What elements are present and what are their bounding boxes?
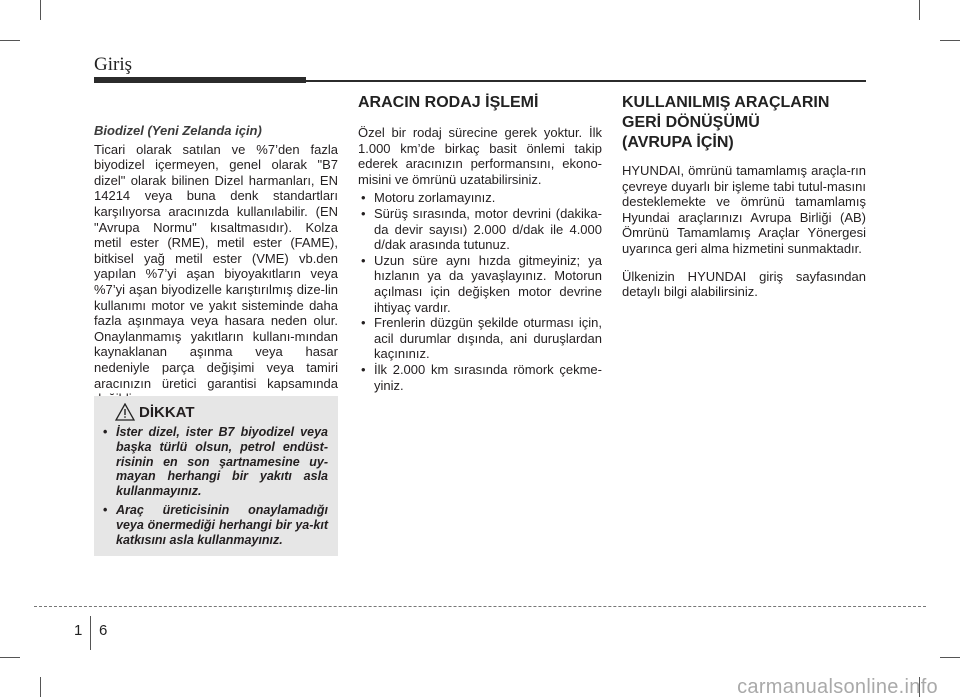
list-item: • Uzun süre aynı hızda gitmeyiniz; ya hızlanın ya da yavaşlayınız. Motorun açılması için değişken motor devrine ihtiyaç vardır. (358, 253, 602, 315)
biodiesel-heading: Biodizel (Yeni Zelanda için) (94, 123, 262, 138)
caution-header (115, 403, 195, 421)
caution-title: DİKKAT (139, 403, 195, 421)
caution-item: • İster dizel, ister B7 biyodizel veya başka türlü olsun, petrol endüst-risinin en son şartnamesine uy-mayan herhangi bir yakıtı asla kullanmayınız. (100, 425, 328, 499)
recycling-title-line: GERİ DÖNÜŞÜMÜ (622, 114, 760, 131)
recycling-title-line: KULLANILMIŞ ARAÇLARIN (622, 94, 830, 111)
recycling-paragraph-1: HYUNDAI, ömrünü tamamlamış araçla-rın çevreye duyarlı bir işleme tabi tutul-masını desteklemekte ve ömrünü tamamlamış Hyundai araçlarınızı Avrupa Birliği (AB) Ömrünü Tamamlamış Araçlar Yönergesi uyarınca geri alma hizmetini sunmaktadır. (622, 163, 866, 256)
caution-box (94, 396, 338, 556)
breakin-list (358, 190, 602, 393)
header-rule-thick (94, 77, 306, 83)
watermark-text: carmanualsonline.info (737, 676, 938, 698)
footer-dashed-line (34, 606, 926, 607)
crop-mark (0, 657, 20, 658)
list-item: • Frenlerin düzgün şekilde oturması için, acil durumlar dışında, ani duruşlardan kaçınınız. (358, 315, 602, 362)
recycling-paragraph-2: Ülkenizin HYUNDAI giriş sayfasından detaylı bilgi alabilirsiniz. (622, 268, 866, 300)
crop-mark (940, 657, 960, 658)
page-header-title: Giriş (94, 54, 132, 75)
header-rule-thin (306, 80, 866, 82)
breakin-intro: Özel bir rodaj sürecine gerek yoktur. İlk 1.000 km’de birkaç basit önlemi takip ederek aracınızın performansını, ekono-misini ve ömrünü uzatabilirsiniz. (358, 125, 602, 187)
recycling-section (622, 93, 866, 300)
breakin-section (358, 93, 602, 393)
crop-mark (940, 40, 960, 41)
page-number-divider (90, 616, 91, 650)
recycling-title (622, 93, 866, 153)
crop-mark (40, 677, 41, 697)
breakin-title: ARACIN RODAJ İŞLEMİ (358, 94, 539, 111)
biodiesel-paragraph: Ticari olarak satılan ve %7’den fazla biyodizel içermeyen, genel olarak "B7 dizel" olarak bilinen Dizel harmanları, EN 14214 veya buna denk standartları karşılıyorsa aracınızda kullanılabilir. (EN "Avrupa Normu" kısaltmasıdır). Kolza metil ester (RME), metil ester (FAME), bitkisel yağ metil ester (VME) vb.den yapılan %7’yi aşan biyoyakıtların veya %7’yi aşan biyodizelle karıştırılmış dize-lin kullanımı motor ve yakıt sisteminde daha fazla aşınmaya veya hasara neden olur. Onaylanmamış yakıtların kullanı-mından kaynaklanan aşınma veya hasar nedeniyle parça değişimi veya tamiri aracınızın üretici garantisi kapsamında (94, 141, 338, 391)
crop-mark (919, 0, 920, 20)
crop-mark (40, 0, 41, 20)
chapter-number: 1 (74, 622, 83, 639)
page-number: 6 (99, 622, 108, 639)
warning-triangle-icon (115, 403, 135, 421)
list-item: • Motoru zorlamayınız. (358, 190, 602, 206)
crop-mark (0, 40, 20, 41)
list-item: • İlk 2.000 km sırasında römork çekme-yiniz. (358, 362, 602, 393)
recycling-title-line: (AVRUPA İÇİN) (622, 134, 734, 151)
caution-item: • Araç üreticisinin onaylamadığı veya önermediği herhangi bir ya-kıt katkısını asla kullanmayınız. (100, 503, 328, 547)
caution-list (100, 425, 328, 547)
biodiesel-section (94, 123, 338, 407)
list-item: • Sürüş sırasında, motor devrini (dakika-da devir sayısı) 2.000 d/dak ile 4.000 d/dak arasında tutunuz. (358, 206, 602, 253)
